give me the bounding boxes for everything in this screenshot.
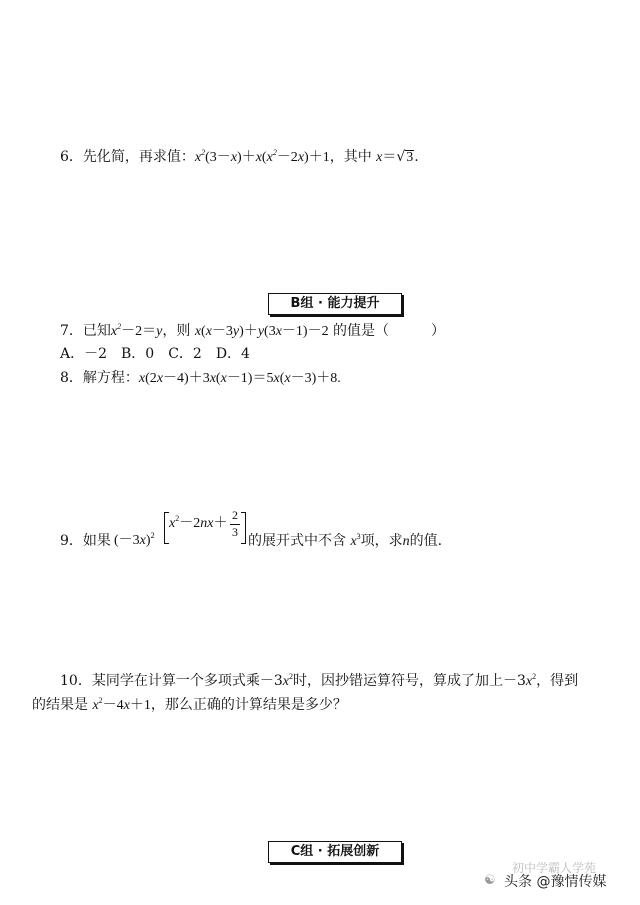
problem-6-label: 6．先化简，再求值： [60,149,195,165]
problem-6-expression: $x^2(3-x)+x(x^2-2x)+1$ [194,148,330,165]
group-b-heading [268,293,402,315]
problem-7-tail: 的值是（ ） [333,323,446,339]
sqrt-symbol: √ [396,149,406,165]
right-bracket [241,512,246,544]
watermark-logo-icon: ☯ [484,873,496,888]
problem-10-result: $x^2-4x+1$ [92,696,151,713]
problem-7-expression: x(x－3y)＋y(3x－1)－2 [194,324,329,339]
problem-9-tail: 的展开式中不含 $x^3$项，求n的值. [248,532,443,549]
problem-7-mid: ，则 [162,323,191,339]
problem-7-options: A．－2 B．0 C．2 D．4 [60,346,250,362]
problem-6 [60,147,419,168]
problem-6-var: x [376,150,383,165]
group-b-title: B组 · 能力提升 [290,296,380,311]
problem-7-label: 7．已知 [60,323,111,339]
group-c-heading [268,841,402,863]
problem-6-tail: ，其中 [329,149,372,165]
problem-8 [60,368,341,389]
problem-6-sqrt-arg: 3 [406,150,414,165]
problem-8-equation: x(2x－4)＋3x(x－1)＝5x(x－3)＋8. [138,371,341,386]
problem-7-condition: $x^2-2=y$ [110,322,163,339]
problem-10-line-2: 的结果是 $x^2-4x+1$，那么正确的计算结果是多少？ [32,696,347,713]
problem-9-term: $x^3$ [350,532,361,549]
problem-6-end: . [414,149,419,165]
problem-9-factor: $(-3x)^2$ [114,531,155,548]
group-c-title: C组 · 拓展创新 [290,844,380,859]
problem-6-eq: ＝ [382,149,397,165]
problem-10-term-b: $x^2$ [525,672,537,689]
watermark-faint: 初中学霸人学苑 [512,861,597,875]
problem-10-line-1: 10．某同学在计算一个多项式乘$-3x^2$时，因抄错运算符号，算成了加上$-3x^2$，得到 [60,672,579,689]
problem-8-label: 8．解方程： [60,370,139,386]
problem-10-term-a: $x^2$ [282,672,293,689]
problem-9-var-n: n [402,534,410,549]
fraction-numerator: 2 [232,508,238,522]
problem-9-label: 9．如果 [60,533,111,549]
fraction-denominator: 3 [232,525,238,539]
problem-7 [60,321,445,342]
watermark-text: 头条 @豫情传媒 [504,874,607,890]
problem-9-polynomial: $x^2-2nx+$ [169,514,228,531]
